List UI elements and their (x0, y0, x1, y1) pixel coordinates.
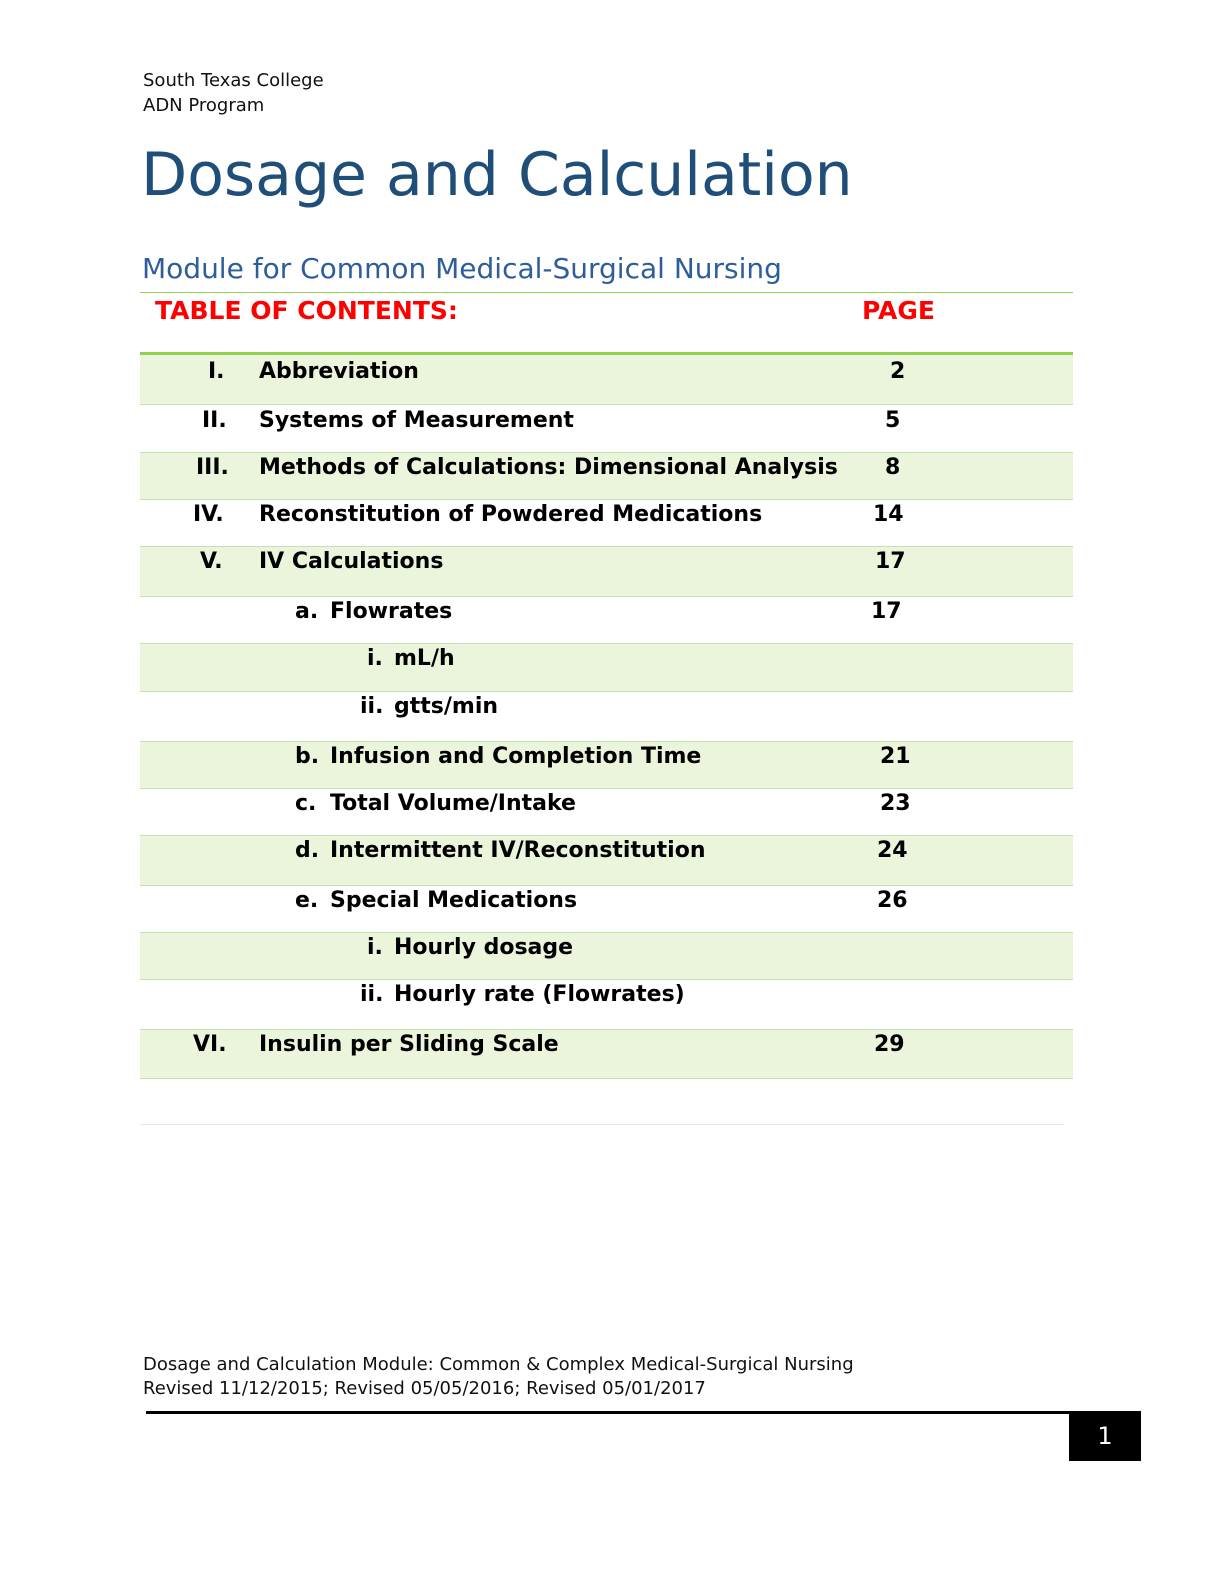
table-of-contents (140, 355, 1073, 1079)
toc-label: Total Volume/Intake (330, 791, 576, 816)
subtitle-divider (140, 292, 1073, 293)
toc-label: Systems of Measurement (259, 408, 574, 433)
toc-page: 29 (874, 1032, 905, 1057)
toc-label: Flowrates (330, 599, 453, 624)
toc-row (140, 644, 1073, 692)
toc-page: 17 (875, 549, 906, 574)
document-header (143, 68, 324, 118)
toc-row (140, 742, 1073, 789)
toc-marker: V. (200, 549, 223, 574)
toc-label: Reconstitution of Powdered Medications (259, 502, 763, 527)
toc-label: Special Medications (330, 888, 578, 913)
toc-row (140, 692, 1073, 742)
header-college: South Texas College (143, 70, 324, 91)
document-footer (143, 1353, 854, 1401)
toc-marker: III. (196, 455, 229, 480)
toc-row (140, 836, 1073, 886)
toc-page: 14 (873, 502, 904, 527)
toc-bottom-divider (140, 1124, 1064, 1125)
toc-marker: d. (295, 838, 320, 863)
toc-page-heading: PAGE (862, 296, 935, 325)
toc-row (140, 547, 1073, 597)
document-subtitle: Module for Common Medical-Surgical Nursing (142, 252, 782, 285)
toc-marker: IV. (193, 502, 224, 527)
toc-row (140, 980, 1073, 1030)
toc-marker: a. (295, 599, 319, 624)
footer-divider (146, 1411, 1070, 1414)
toc-label: Hourly dosage (394, 935, 574, 960)
toc-page: 26 (877, 888, 908, 913)
toc-label: Intermittent IV/Reconstitution (330, 838, 706, 863)
toc-marker: i. (367, 646, 383, 671)
toc-label: mL/h (394, 646, 455, 671)
toc-marker: VI. (193, 1032, 227, 1057)
toc-page: 24 (877, 838, 908, 863)
toc-page: 23 (880, 791, 911, 816)
toc-row (140, 597, 1073, 644)
toc-label: IV Calculations (259, 549, 444, 574)
header-program: ADN Program (143, 95, 265, 116)
toc-row (140, 789, 1073, 836)
toc-label: Infusion and Completion Time (330, 744, 702, 769)
toc-page: 5 (885, 408, 901, 433)
toc-page: 2 (890, 359, 906, 384)
toc-row (140, 1030, 1073, 1079)
toc-label: Abbreviation (259, 359, 419, 384)
toc-page: 21 (880, 744, 911, 769)
toc-row (140, 886, 1073, 933)
toc-marker: i. (367, 935, 383, 960)
toc-marker: ii. (360, 694, 384, 719)
toc-page: 17 (871, 599, 902, 624)
toc-marker: II. (202, 408, 227, 433)
toc-row (140, 500, 1073, 547)
footer-revisions: Revised 11/12/2015; Revised 05/05/2016; Revised 05/01/2017 (143, 1378, 706, 1399)
toc-marker: ii. (360, 982, 384, 1007)
toc-label: gtts/min (394, 694, 499, 719)
toc-marker: e. (295, 888, 319, 913)
toc-row (140, 405, 1073, 453)
toc-heading: TABLE OF CONTENTS: (155, 296, 458, 325)
toc-label: Hourly rate (Flowrates) (394, 982, 685, 1007)
page-number: 1 (1069, 1411, 1141, 1461)
toc-row (140, 355, 1073, 405)
toc-row (140, 933, 1073, 980)
toc-marker: b. (295, 744, 320, 769)
toc-marker: I. (208, 359, 225, 384)
document-title: Dosage and Calculation (141, 140, 853, 210)
toc-label: Methods of Calculations: Dimensional Analysis (259, 455, 838, 480)
toc-marker: c. (295, 791, 317, 816)
toc-label: Insulin per Sliding Scale (259, 1032, 559, 1057)
toc-page: 8 (885, 455, 901, 480)
footer-module: Dosage and Calculation Module: Common & Complex Medical-Surgical Nursing (143, 1354, 854, 1375)
toc-row (140, 453, 1073, 500)
